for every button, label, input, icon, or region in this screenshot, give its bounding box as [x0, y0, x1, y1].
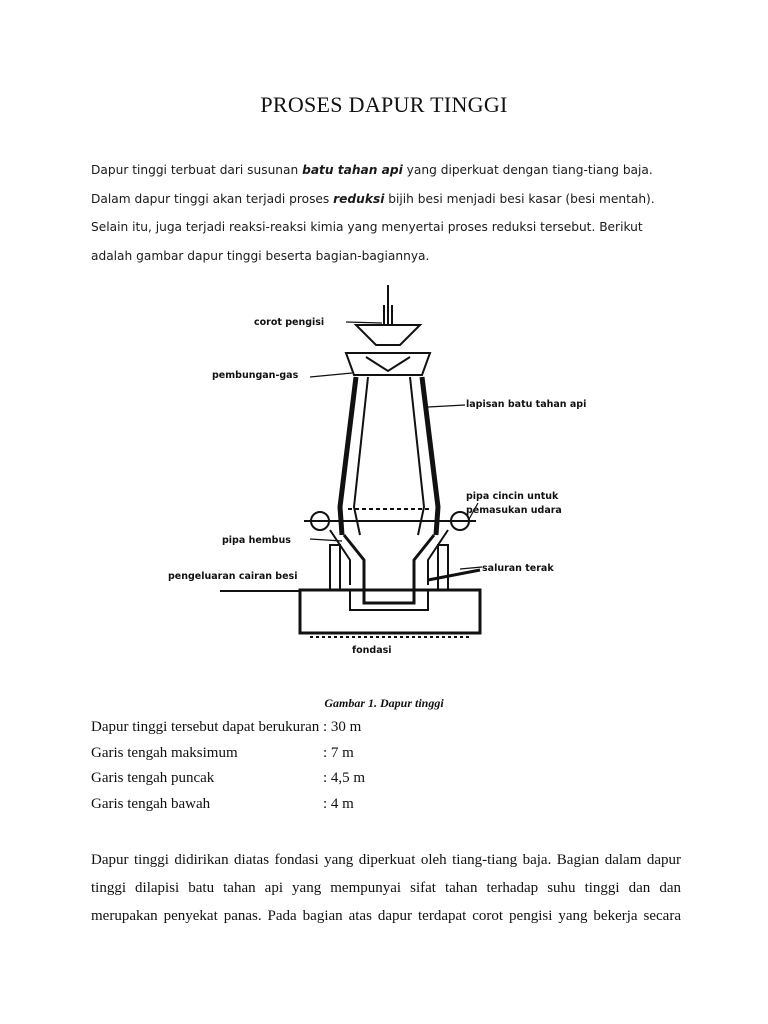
spec-row [91, 766, 366, 792]
label-fondasi: fondasi [352, 645, 392, 656]
spec-row [91, 715, 361, 741]
page-title: PROSES DAPUR TINGGI [260, 92, 508, 117]
intro-line-3: Selain itu, juga terjadi reaksi-reaksi kimia yang menyertai proses reduksi tersebut. Berikut [91, 220, 643, 234]
intro-line-2-post: bijih besi menjadi besi kasar (besi mentah). [384, 191, 655, 206]
body-line-1: Dapur tinggi didirikan diatas fondasi yang diperkuat oleh tiang-tiang baja. Bagian dalam dapur [91, 852, 681, 868]
intro-line-1-pre: Dapur tinggi terbuat dari susunan [91, 163, 303, 177]
label-pipa-cincin-2: pemasukan udara [466, 505, 562, 516]
body-line-3: merupakan penyekat panas. Pada bagian atas dapur terdapat corot pengisi yang bekerja secara [91, 908, 681, 924]
emphasis-batu-tahan-api: batu tahan api [302, 163, 403, 177]
spec-value: : 7 m [323, 744, 354, 761]
body-line-2: tinggi dilapisi batu tahan api yang mempunyai sifat tahan terhadap suhu tinggi dan dan [91, 880, 681, 896]
label-pembungan-gas: pembungan-gas [212, 370, 299, 381]
foundation-block [300, 590, 480, 633]
label-pengeluaran-cairan: pengeluaran cairan besi [168, 571, 298, 582]
body-paragraph [91, 846, 681, 930]
spec-row [91, 741, 361, 767]
intro-line-2-pre: Dalam dapur tinggi akan terjadi proses [91, 191, 334, 206]
intro-line-1 [91, 156, 691, 185]
spec-label: Garis tengah maksimum [91, 744, 238, 761]
spec-row [91, 792, 361, 818]
figure-caption: Gambar 1. Dapur tinggi [324, 696, 444, 710]
hopper-shape [356, 325, 420, 345]
label-lapisan-batu: lapisan batu tahan api [466, 399, 587, 410]
label-pipa-hembus: pipa hembus [222, 535, 291, 546]
spec-label: Garis tengah puncak [91, 770, 215, 786]
spec-label: Dapur tinggi tersebut dapat berukuran [91, 719, 320, 735]
intro-line-2 [91, 185, 691, 214]
spec-value: : 4 m [323, 795, 354, 812]
spec-list [91, 715, 366, 817]
spec-value: : 4,5 m [323, 770, 366, 786]
label-corot-pengisi: corot pengisi [254, 317, 325, 328]
intro-line-4: adalah gambar dapur tinggi beserta bagian-bagiannya. [91, 248, 430, 263]
emphasis-reduksi: reduksi [333, 191, 385, 206]
label-pipa-cincin-1: pipa cincin untuk [466, 491, 559, 502]
furnace-right-wall [422, 377, 438, 535]
blast-furnace-figure [160, 285, 620, 665]
intro-line-1-post: yang diperkuat dengan tiang-tiang baja. [402, 163, 653, 177]
spec-label: Garis tengah bawah [91, 795, 211, 812]
intro-paragraph [91, 156, 691, 270]
spec-value: : 30 m [323, 719, 362, 735]
label-saluran-terak: saluran terak [482, 563, 554, 574]
furnace-left-wall [340, 377, 356, 535]
